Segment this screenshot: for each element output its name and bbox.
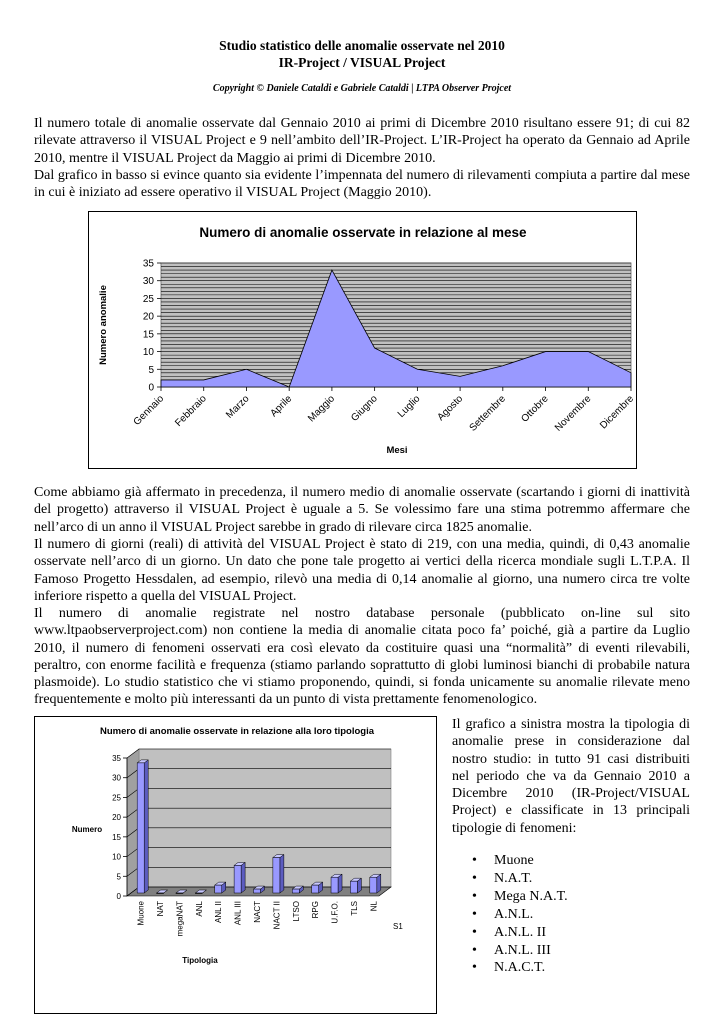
x-tick-label: ANL III (233, 901, 243, 926)
x-tick-label: Novembre (552, 393, 594, 434)
x-tick-label: TLS (349, 901, 359, 916)
x-tick-label: ANL (194, 901, 204, 917)
y-axis-label: Numero (71, 825, 103, 834)
typology-chart (34, 716, 437, 1014)
bar (137, 760, 148, 893)
bar-side (144, 760, 148, 893)
x-tick-label: ANL II (214, 901, 224, 923)
y-tick-label: 15 (112, 832, 121, 842)
paragraph-average: Come abbiamo già affermato in precedenza, il numero medio di anomalie osservate (scartando i giorni di inattività del progetto) attraverso il VISUAL Project è uguale a 5. Se volessimo fare una stima potremmo affermare che nell’arco di un anno il VISUAL Project sarebbe in grado di rilevare circa 1825 anomalie. (34, 485, 690, 535)
x-tick-label: Marzo (224, 393, 252, 421)
copyright-line: Copyright © Daniele Cataldi e Gabriele Cataldi | LTPA Observer Projcet (212, 83, 512, 94)
bar-front (292, 889, 299, 893)
y-tick-label: 5 (148, 364, 154, 376)
x-tick-label: Agosto (435, 393, 466, 424)
typology-bar-chart (35, 717, 436, 1013)
paragraph-days: Il numero di giorni (reali) di attività del VISUAL Project è stato di 219, con una media, quindi, di 0,43 anomalie osservate nell’arco di un giorno. Un dato che pone tale progetto ai vertici della ricerca mondiale sugli L.T.P.A. Il Famoso Progetto Hessdalen, ad esempio, rilevò una media di 0,14 anomalie al giorno, una numero circa tre volte inferiore rispetto a quella del VISUAL Project. (34, 537, 690, 604)
bar (234, 862, 245, 893)
bar (370, 874, 381, 893)
x-tick-label: NACT (253, 901, 262, 923)
back-wall (139, 749, 391, 887)
bar-front (215, 885, 222, 893)
bar-front (254, 889, 261, 893)
bar (273, 855, 284, 893)
y-tick-label: 25 (112, 793, 121, 803)
x-tick-label: Aprile (268, 393, 295, 420)
bullet-item: • A.N.L. II (468, 924, 568, 942)
y-tick-label: 20 (112, 813, 121, 823)
monthly-area-chart (89, 212, 636, 468)
bar-front (273, 858, 280, 893)
y-tick-label: 15 (142, 329, 154, 341)
x-tick-label: NAT (156, 901, 166, 917)
intro-paragraph-2: Dal grafico in basso si evince quanto sia evidente l’impennata del numero di rilevamenti compiuta a partire dal mese in cui è iniziato ad essere operativo il VISUAL Project (Maggio 2010). (34, 168, 690, 201)
y-tick-label: 5 (116, 872, 121, 882)
bar (312, 882, 323, 893)
bullet-item: • A.N.L. (468, 906, 568, 924)
x-tick-label: megaNAT (175, 901, 185, 937)
y-tick-label: 10 (142, 347, 154, 359)
bullet-item: • Mega N.A.T. (468, 888, 568, 906)
x-tick-label: Gennaio (131, 393, 167, 428)
x-tick-label: Febbraio (173, 393, 209, 430)
x-tick-label: Ottobre (519, 393, 551, 425)
bar (350, 878, 361, 893)
x-tick-label: U.F.O. (330, 901, 340, 924)
x-tick-label: Giugno (349, 393, 380, 424)
intro-paragraph: Il numero totale di anomalie osservate dal Gennaio 2010 ai primi di Dicembre 2010 risultano essere 91; di cui 82 rilevate attraverso il VISUAL Project e 9 nell’ambito dell’IR-Project. L’IR-Project ha operato da Gennaio ad Aprile 2010, mentre il VISUAL Project da Maggio ai primi di Dicembre 2010. (34, 116, 690, 166)
x-axis-label: Mesi (386, 445, 408, 456)
bar-front (312, 885, 319, 893)
paragraph-database: Il numero di anomalie registrate nel nostro database personale (pubblicato on-line sul sito www.ltpaobserverproject.com) non contiene la media di anomalie citata poco fa’ poiché, già a partire da Luglio 2010, il numero di fenomeni osservati era così elevato da costituire quasi una “normalità” di eventi rilevabili, peraltro, con enorme facilità e frequenza (stiamo parlando soprattutto di globi luminosi bianchi di probabile natura plasmoide). Lo studio statistico che vi stiamo proponendo, quindi, si fonda unicamente su anomalie rilevate meno frequentemente e molto più interessanti da un punto di vista prettamente fenomenologico. (34, 606, 690, 708)
chart-title: Numero di anomalie osservate in relazione alla loro tipologia (100, 726, 374, 737)
y-tick-label: 35 (142, 258, 154, 270)
bar-front (176, 893, 183, 894)
typology-description: Il grafico a sinistra mostra la tipologia di anomalie prese in considerazione dal nostro studio: in tutto 91 casi distribuiti nel periodo che va da Gennaio 2010 a Dicembre 2010 (IR-Project/VISUAL Project) e classificate in 13 principali tipologie di fenomeni: (452, 717, 690, 836)
bullet-item: • A.N.L. III (468, 942, 568, 960)
monthly-chart (88, 211, 637, 469)
document-title: Studio statistico delle anomalie osservate nel 2010 (219, 38, 505, 53)
x-tick-label: LTSO (291, 901, 301, 922)
bar-side (280, 855, 284, 893)
bar-front (370, 877, 377, 893)
bar-front (195, 893, 202, 894)
y-tick-label: 10 (112, 852, 121, 862)
x-tick-label: Maggio (306, 393, 338, 425)
bar-front (157, 893, 164, 894)
typology-list (468, 852, 568, 977)
x-tick-label: Muone (136, 901, 146, 926)
bar (215, 882, 226, 893)
document-subtitle: IR-Project / VISUAL Project (278, 55, 446, 70)
chart-title: Numero di anomalie osservate in relazione al mese (199, 225, 527, 240)
y-tick-label: 0 (148, 382, 154, 394)
bullet-item: • N.A.T. (468, 870, 568, 888)
bar-front (331, 877, 338, 893)
bullet-item: • Muone (468, 852, 568, 870)
x-tick-label: NACT II (272, 901, 282, 930)
bar-front (350, 881, 357, 893)
y-tick-label: 30 (112, 773, 121, 783)
x-tick-label: Dicembre (598, 393, 636, 432)
y-axis-label: Numero anomalie (98, 285, 109, 365)
y-tick-label: 0 (116, 892, 121, 901)
x-tick-label: RPG (311, 901, 321, 919)
series-label: S1 (393, 922, 403, 931)
x-tick-label: NL (369, 901, 379, 912)
y-tick-label: 20 (142, 311, 154, 323)
x-axis-label: Tipologia (182, 956, 218, 965)
bar (331, 874, 342, 893)
y-tick-label: 35 (112, 754, 121, 763)
bullet-item: • N.A.C.T. (468, 959, 568, 977)
y-tick-label: 25 (142, 293, 154, 305)
bar-front (234, 865, 241, 893)
bar-side (241, 862, 245, 893)
x-tick-label: Luglio (395, 393, 423, 421)
bar-front (137, 763, 144, 893)
x-tick-label: Settembre (467, 393, 508, 434)
y-tick-label: 30 (142, 276, 154, 288)
